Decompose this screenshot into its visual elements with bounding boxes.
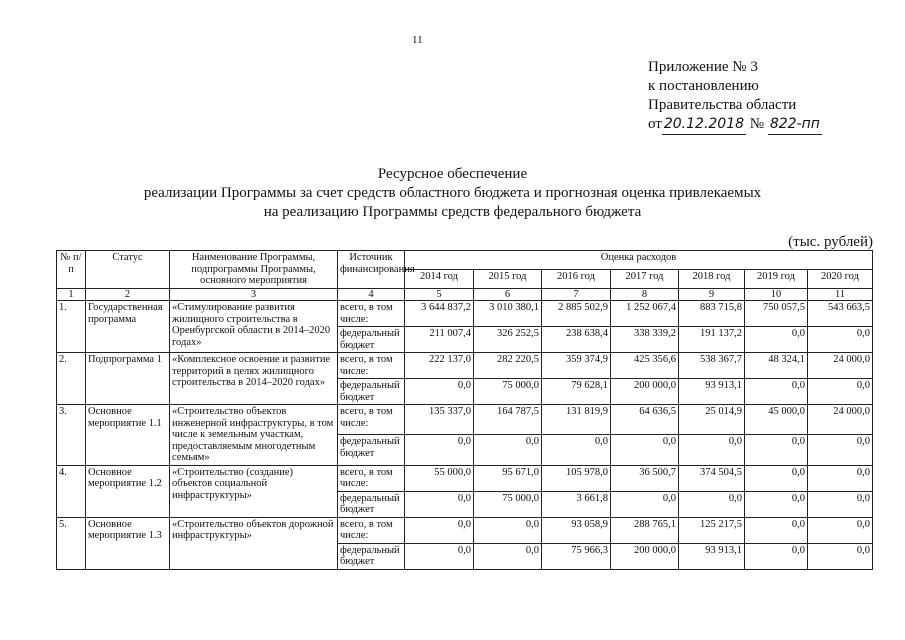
handwritten-date: 20.12.2018 bbox=[662, 115, 746, 135]
total-value: 48 324,1 bbox=[745, 353, 808, 379]
row-source-total: всего, в том числе: bbox=[338, 517, 405, 543]
total-value: 1 252 067,4 bbox=[611, 301, 679, 327]
row-number: 5. bbox=[57, 517, 86, 569]
appendix-date-line bbox=[648, 115, 822, 135]
federal-value: 211 007,4 bbox=[405, 327, 474, 353]
row-source-federal: федеральный бюджет bbox=[338, 543, 405, 569]
total-value: 93 058,9 bbox=[542, 517, 611, 543]
federal-value: 200 000,0 bbox=[611, 379, 679, 405]
federal-value: 0,0 bbox=[679, 435, 745, 465]
handwritten-number: 822-пп bbox=[768, 115, 822, 135]
total-value: 95 671,0 bbox=[474, 465, 542, 491]
federal-value: 75 000,0 bbox=[474, 491, 542, 517]
document-title bbox=[0, 165, 905, 222]
total-value: 883 715,8 bbox=[679, 301, 745, 327]
header-num: № п/п bbox=[57, 251, 86, 289]
total-value: 0,0 bbox=[808, 465, 873, 491]
total-value: 24 000,0 bbox=[808, 353, 873, 379]
federal-value: 0,0 bbox=[611, 435, 679, 465]
total-value: 36 500,7 bbox=[611, 465, 679, 491]
federal-value: 0,0 bbox=[611, 491, 679, 517]
total-value: 2 885 502,9 bbox=[542, 301, 611, 327]
total-value: 0,0 bbox=[405, 517, 474, 543]
column-number: 3 bbox=[170, 288, 338, 301]
header-name: Наименование Программы, подпрограммы Программы, основного мероприятия bbox=[170, 251, 338, 289]
federal-value: 0,0 bbox=[808, 435, 873, 465]
column-numbers-row bbox=[57, 288, 873, 301]
total-value: 750 057,5 bbox=[745, 301, 808, 327]
row-name: «Строительство (создание) объектов социальной инфраструктуры» bbox=[170, 465, 338, 517]
header-year: 2014 год bbox=[405, 269, 474, 288]
row-source-total: всего, в том числе: bbox=[338, 353, 405, 379]
column-number: 4 bbox=[338, 288, 405, 301]
column-number: 8 bbox=[611, 288, 679, 301]
total-value: 222 137,0 bbox=[405, 353, 474, 379]
row-name: «Строительство объектов дорожной инфраструктуры» bbox=[170, 517, 338, 569]
federal-value: 0,0 bbox=[808, 327, 873, 353]
federal-value: 191 137,2 bbox=[679, 327, 745, 353]
table-row bbox=[57, 517, 873, 543]
row-source-total: всего, в том числе: bbox=[338, 405, 405, 435]
federal-value: 0,0 bbox=[474, 543, 542, 569]
column-number: 5 bbox=[405, 288, 474, 301]
total-value: 55 000,0 bbox=[405, 465, 474, 491]
federal-value: 75 966,3 bbox=[542, 543, 611, 569]
federal-value: 3 661,8 bbox=[542, 491, 611, 517]
row-number: 3. bbox=[57, 405, 86, 466]
table-row bbox=[57, 353, 873, 379]
total-value: 164 787,5 bbox=[474, 405, 542, 435]
total-value: 288 765,1 bbox=[611, 517, 679, 543]
number-prefix: № bbox=[749, 116, 765, 132]
page-number: 11 bbox=[412, 34, 423, 46]
federal-value: 75 000,0 bbox=[474, 379, 542, 405]
column-number: 2 bbox=[86, 288, 170, 301]
federal-value: 0,0 bbox=[474, 435, 542, 465]
total-value: 543 663,5 bbox=[808, 301, 873, 327]
federal-value: 338 339,2 bbox=[611, 327, 679, 353]
header-year: 2018 год bbox=[679, 269, 745, 288]
row-source-federal: федеральный бюджет bbox=[338, 435, 405, 465]
federal-value: 0,0 bbox=[745, 327, 808, 353]
federal-value: 0,0 bbox=[808, 379, 873, 405]
total-value: 282 220,5 bbox=[474, 353, 542, 379]
row-status: Основное мероприятие 1.3 bbox=[86, 517, 170, 569]
column-number: 10 bbox=[745, 288, 808, 301]
federal-value: 0,0 bbox=[745, 491, 808, 517]
appendix-line1: Приложение № 3 bbox=[648, 59, 758, 75]
row-status: Государственная программа bbox=[86, 301, 170, 353]
date-prefix: от bbox=[648, 116, 662, 132]
total-value: 105 978,0 bbox=[542, 465, 611, 491]
header-year: 2019 год bbox=[745, 269, 808, 288]
total-value: 0,0 bbox=[808, 517, 873, 543]
row-name: «Строительство объектов инженерной инфраструктуры, в том числе к земельным участкам, предоставляемым многодетным семьям» bbox=[170, 405, 338, 466]
total-value: 0,0 bbox=[745, 465, 808, 491]
header-year: 2017 год bbox=[611, 269, 679, 288]
federal-value: 0,0 bbox=[745, 379, 808, 405]
resource-table bbox=[56, 250, 873, 570]
row-name: «Комплексное освоение и развитие территорий в целях жилищного строительства в 2014–2020 годах» bbox=[170, 353, 338, 405]
header-year: 2015 год bbox=[474, 269, 542, 288]
row-source-federal: федеральный бюджет bbox=[338, 491, 405, 517]
row-source-total: всего, в том числе: bbox=[338, 465, 405, 491]
federal-value: 0,0 bbox=[405, 435, 474, 465]
row-source-federal: федеральный бюджет bbox=[338, 327, 405, 353]
column-number: 1 bbox=[57, 288, 86, 301]
row-status: Подпрограмма 1 bbox=[86, 353, 170, 405]
federal-value: 0,0 bbox=[745, 543, 808, 569]
total-value: 3 644 837,2 bbox=[405, 301, 474, 327]
table-row bbox=[57, 301, 873, 327]
total-value: 25 014,9 bbox=[679, 405, 745, 435]
column-number: 7 bbox=[542, 288, 611, 301]
header-row-1 bbox=[57, 251, 873, 270]
total-value: 425 356,6 bbox=[611, 353, 679, 379]
header-status: Статус bbox=[86, 251, 170, 289]
total-value: 3 010 380,1 bbox=[474, 301, 542, 327]
row-number: 4. bbox=[57, 465, 86, 517]
table-row bbox=[57, 405, 873, 435]
total-value: 131 819,9 bbox=[542, 405, 611, 435]
federal-value: 0,0 bbox=[745, 435, 808, 465]
total-value: 374 504,5 bbox=[679, 465, 745, 491]
total-value: 0,0 bbox=[474, 517, 542, 543]
total-value: 125 217,5 bbox=[679, 517, 745, 543]
appendix-line3: Правительства области bbox=[648, 97, 797, 113]
federal-value: 0,0 bbox=[405, 379, 474, 405]
total-value: 135 337,0 bbox=[405, 405, 474, 435]
table-row bbox=[57, 465, 873, 491]
federal-value: 0,0 bbox=[679, 491, 745, 517]
row-source-total: всего, в том числе: bbox=[338, 301, 405, 327]
total-value: 0,0 bbox=[745, 517, 808, 543]
row-number: 1. bbox=[57, 301, 86, 353]
title-line1: Ресурсное обеспечение bbox=[377, 166, 528, 182]
column-number: 6 bbox=[474, 288, 542, 301]
row-source-federal: федеральный бюджет bbox=[338, 379, 405, 405]
federal-value: 326 252,5 bbox=[474, 327, 542, 353]
federal-value: 79 628,1 bbox=[542, 379, 611, 405]
total-value: 24 000,0 bbox=[808, 405, 873, 435]
total-value: 538 367,7 bbox=[679, 353, 745, 379]
title-line2: реализации Программы за счет средств областного бюджета и прогнозная оценка привлекаемых bbox=[143, 185, 762, 201]
header-year: 2020 год bbox=[808, 269, 873, 288]
units-label: (тыс. рублей) bbox=[788, 234, 873, 250]
row-status: Основное мероприятие 1.1 bbox=[86, 405, 170, 466]
federal-value: 93 913,1 bbox=[679, 379, 745, 405]
federal-value: 0,0 bbox=[808, 491, 873, 517]
total-value: 45 000,0 bbox=[745, 405, 808, 435]
total-value: 359 374,9 bbox=[542, 353, 611, 379]
column-number: 11 bbox=[808, 288, 873, 301]
federal-value: 93 913,1 bbox=[679, 543, 745, 569]
appendix-line2: к постановлению bbox=[648, 78, 759, 94]
federal-value: 238 638,4 bbox=[542, 327, 611, 353]
row-name: «Стимулирование развития жилищного строительства в Оренбургской области в 2014–2020 годах» bbox=[170, 301, 338, 353]
federal-value: 0,0 bbox=[405, 491, 474, 517]
row-status: Основное мероприятие 1.2 bbox=[86, 465, 170, 517]
header-estimate: Оценка расходов bbox=[405, 251, 873, 270]
column-number: 9 bbox=[679, 288, 745, 301]
row-number: 2. bbox=[57, 353, 86, 405]
federal-value: 200 000,0 bbox=[611, 543, 679, 569]
header-source: Источник финансирования bbox=[338, 251, 405, 289]
federal-value: 0,0 bbox=[405, 543, 474, 569]
appendix-block bbox=[648, 58, 822, 135]
table-body bbox=[57, 251, 873, 570]
title-line3: на реализацию Программы средств федерального бюджета bbox=[263, 204, 642, 220]
federal-value: 0,0 bbox=[808, 543, 873, 569]
federal-value: 0,0 bbox=[542, 435, 611, 465]
total-value: 64 636,5 bbox=[611, 405, 679, 435]
header-year: 2016 год bbox=[542, 269, 611, 288]
